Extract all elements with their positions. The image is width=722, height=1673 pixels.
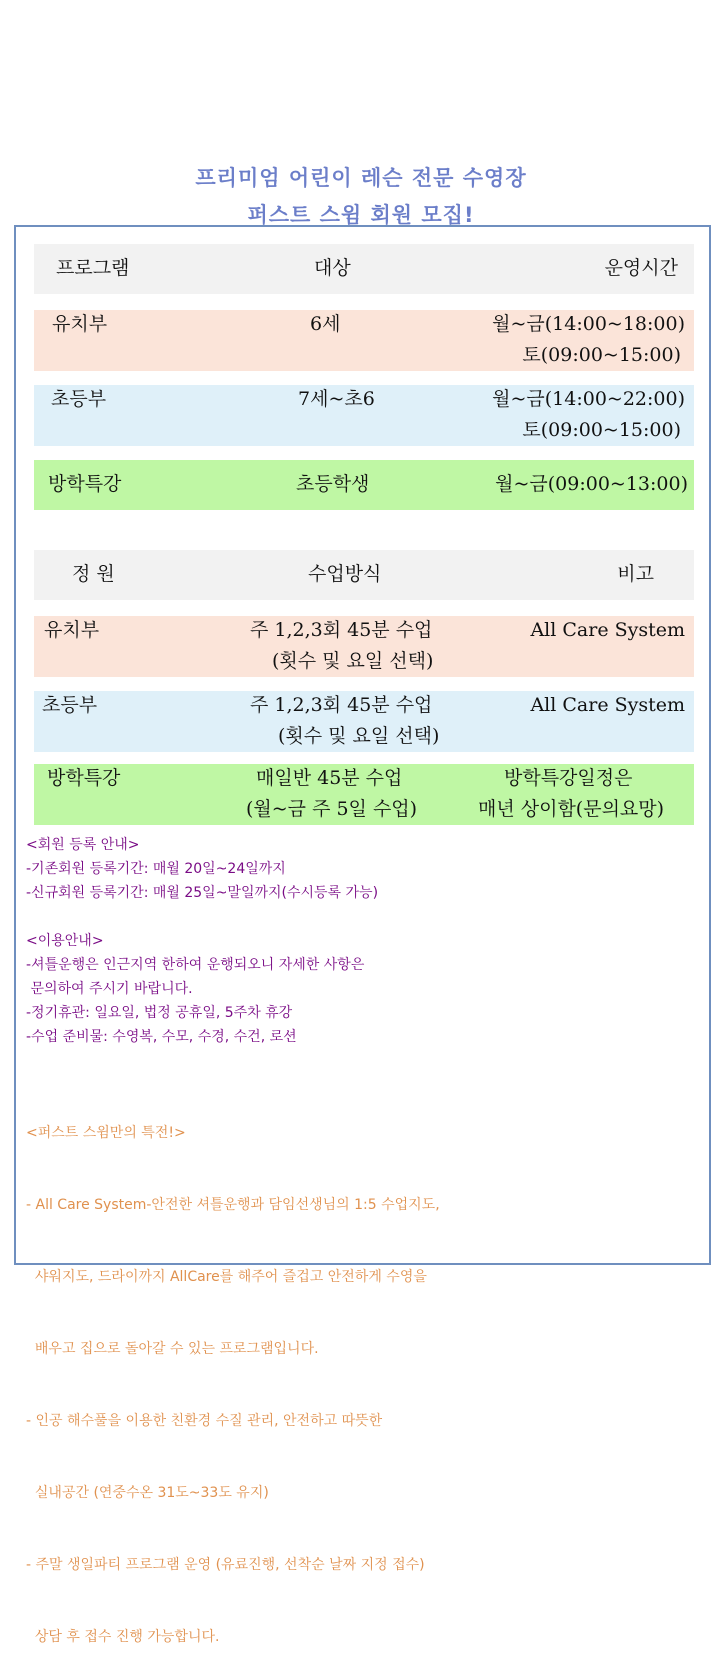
page-title-line1: 프리미엄 어린이 레슨 전문 수영장	[195, 166, 527, 190]
class-name: 유치부	[44, 619, 100, 641]
class-method-detail: (횟수 및 요일 선택)	[272, 650, 434, 672]
registration-line: -기존회원 등록기간: 매월 20일~24일까지	[26, 861, 286, 877]
table1-header-target: 대상	[314, 257, 351, 279]
benefits-line: 상담 후 접수 진행 가능합니다.	[26, 1629, 220, 1645]
table1-header-row	[34, 244, 694, 294]
registration-line: -신규회원 등록기간: 매월 25일~말일까지(수시등록 가능)	[26, 885, 379, 901]
table2-header-note: 비고	[617, 563, 654, 585]
table1-row-vacation	[34, 460, 694, 510]
benefits-line: - 인공 해수풀을 이용한 친환경 수질 관리, 안전하고 따뜻한	[26, 1413, 383, 1429]
target-age: 초등학생	[296, 473, 370, 495]
time-weekday: 월~금(14:00~22:00)	[492, 388, 685, 410]
class-method-detail: (횟수 및 요일 선택)	[278, 725, 440, 747]
class-method-detail: (월~금 주 5일 수업)	[246, 798, 418, 820]
class-note-detail: 매년 상이함(문의요망)	[478, 798, 665, 820]
table2-header-capacity: 정 원	[72, 563, 115, 585]
usage-line: -셔틀운행은 인근지역 한하여 운행되오니 자세한 사항은	[26, 957, 365, 973]
usage-line: -수업 준비물: 수영복, 수모, 수경, 수건, 로션	[26, 1029, 297, 1045]
benefits-line: - All Care System-안전한 셔틀운행과 담임선생님의 1:5 수업지도,	[26, 1197, 440, 1213]
time-saturday: 토(09:00~15:00)	[522, 344, 681, 366]
table1-header-program: 프로그램	[56, 257, 130, 279]
program-name: 유치부	[52, 313, 108, 335]
class-note: All Care System	[530, 694, 685, 716]
usage-line: -정기휴관: 일요일, 법정 공휴일, 5주차 휴강	[26, 1005, 293, 1021]
class-note: 방학특강일정은	[504, 767, 633, 789]
benefits-line: 샤워지도, 드라이까지 AllCare를 해주어 즐겁고 안전하게 수영을	[26, 1269, 427, 1285]
page-title-line2: 퍼스트 스윔 회원 모집!	[247, 203, 475, 227]
program-name: 방학특강	[48, 473, 122, 495]
class-method: 주 1,2,3회 45분 수업	[250, 694, 433, 716]
table2-row-kindergarten	[34, 616, 694, 677]
usage-line: 문의하여 주시기 바랍니다.	[26, 981, 193, 997]
registration-heading: <회원 등록 안내>	[26, 837, 140, 853]
class-note: All Care System	[530, 619, 685, 641]
time-weekday: 월~금(14:00~18:00)	[492, 313, 685, 335]
program-name: 초등부	[51, 388, 107, 410]
time-saturday: 토(09:00~15:00)	[522, 419, 681, 441]
table2-header-row	[34, 550, 694, 600]
table2-header-method: 수업방식	[308, 563, 382, 585]
table1-row-kindergarten	[34, 310, 694, 371]
class-method: 주 1,2,3회 45분 수업	[250, 619, 433, 641]
benefits-notice	[26, 1073, 440, 1673]
table2-row-vacation	[34, 764, 694, 825]
benefits-heading: <퍼스트 스윔만의 특전!>	[26, 1125, 186, 1141]
target-age: 6세	[310, 313, 341, 335]
benefits-line: 실내공간 (연중수온 31도~33도 유지)	[26, 1485, 269, 1501]
registration-notice	[26, 833, 378, 1049]
table2-row-elementary	[34, 691, 694, 752]
table1-header-time: 운영시간	[604, 257, 678, 279]
table1-row-elementary	[34, 385, 694, 446]
class-name: 방학특강	[47, 767, 121, 789]
benefits-line: 배우고 집으로 돌아갈 수 있는 프로그램입니다.	[26, 1341, 319, 1357]
class-name: 초등부	[42, 694, 98, 716]
time-weekday: 월~금(09:00~13:00)	[495, 473, 688, 495]
class-method: 매일반 45분 수업	[256, 767, 403, 789]
benefits-line: - 주말 생일파티 프로그램 운영 (유료진행, 선착순 날짜 지정 접수)	[26, 1557, 425, 1573]
usage-heading: <이용안내>	[26, 933, 104, 949]
target-age: 7세~초6	[298, 388, 375, 410]
